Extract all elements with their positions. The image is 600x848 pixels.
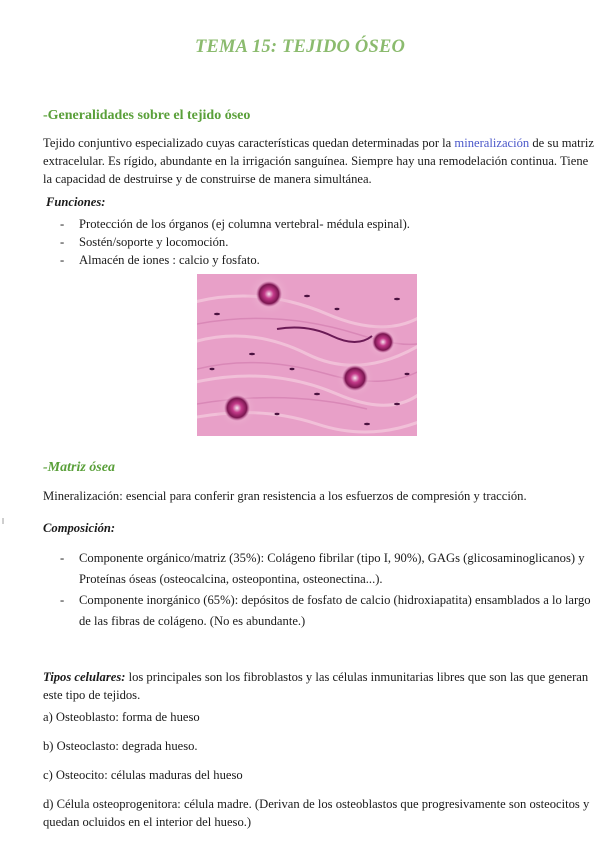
section-heading-generalidades: -Generalidades sobre el tejido óseo <box>43 108 251 123</box>
function-item: - Sostén/soporte y locomoción. <box>43 233 583 251</box>
page-title: TEMA 15: TEJIDO ÓSEO <box>194 37 406 57</box>
composition-heading: Composición: <box>43 521 116 535</box>
mineralizacion-link[interactable]: mineralización <box>454 136 530 150</box>
functions-list <box>43 215 583 269</box>
cell-types-paragraph <box>43 668 591 704</box>
intro-paragraph <box>43 134 595 188</box>
composition-item: - Componente orgánico/matriz (35%): Colágeno fibrilar (tipo I, 90%), GAGs (glicosaminoglicanos) y Proteínas óseas (osteocalcina, osteopontina, osteonectina...). <box>43 548 591 590</box>
cell-item: b) Osteoclasto: degrada hueso. <box>43 739 198 753</box>
intro-text-end: de su matriz extracelular. Es rígido, abundante en la irrigación sanguínea. Siempre hay una remodelación continua. Tiene la capacidad de destruirse y de construirse de manera simultánea. <box>43 136 594 186</box>
function-item: - Protección de los órganos (ej columna vertebral- médula espinal). <box>43 215 583 233</box>
cell-types-text: los principales son los fibroblastos y las células inmunitarias libres que son las que generan este tipo de tejidos. <box>43 670 589 702</box>
composition-item: - Componente inorgánico (65%): depósitos de fosfato de calcio (hidroxiapatita) ensamblados a lo largo de las fibras de colágeno. (No es abundante.) <box>43 590 591 632</box>
cell-types-label: Tipos celulares: <box>43 670 126 684</box>
functions-heading: Funciones: <box>46 195 106 209</box>
intro-text-start: Tejido conjuntivo especializado cuyas características quedan determinadas por la <box>43 136 455 150</box>
cell-item: c) Osteocito: células maduras del hueso <box>43 768 243 782</box>
function-item: - Almacén de iones : calcio y fosfato. <box>43 251 583 269</box>
cell-item: a) Osteoblasto: forma de hueso <box>43 710 200 724</box>
bone-histology-image <box>197 274 417 436</box>
cell-item: d) Célula osteoprogenitora: célula madre. (Derivan de los osteoblastos que progresivamente son osteocitos y quedan ocluidos en el interior del hueso.) <box>43 797 590 829</box>
section-heading-matriz: -Matriz ósea <box>43 460 115 475</box>
mineralization-paragraph: Mineralización: esencial para conferir gran resistencia a los esfuerzos de compresión y tracción. <box>43 489 527 503</box>
composition-list <box>43 548 591 632</box>
stray-mark: ‖ <box>2 517 5 526</box>
